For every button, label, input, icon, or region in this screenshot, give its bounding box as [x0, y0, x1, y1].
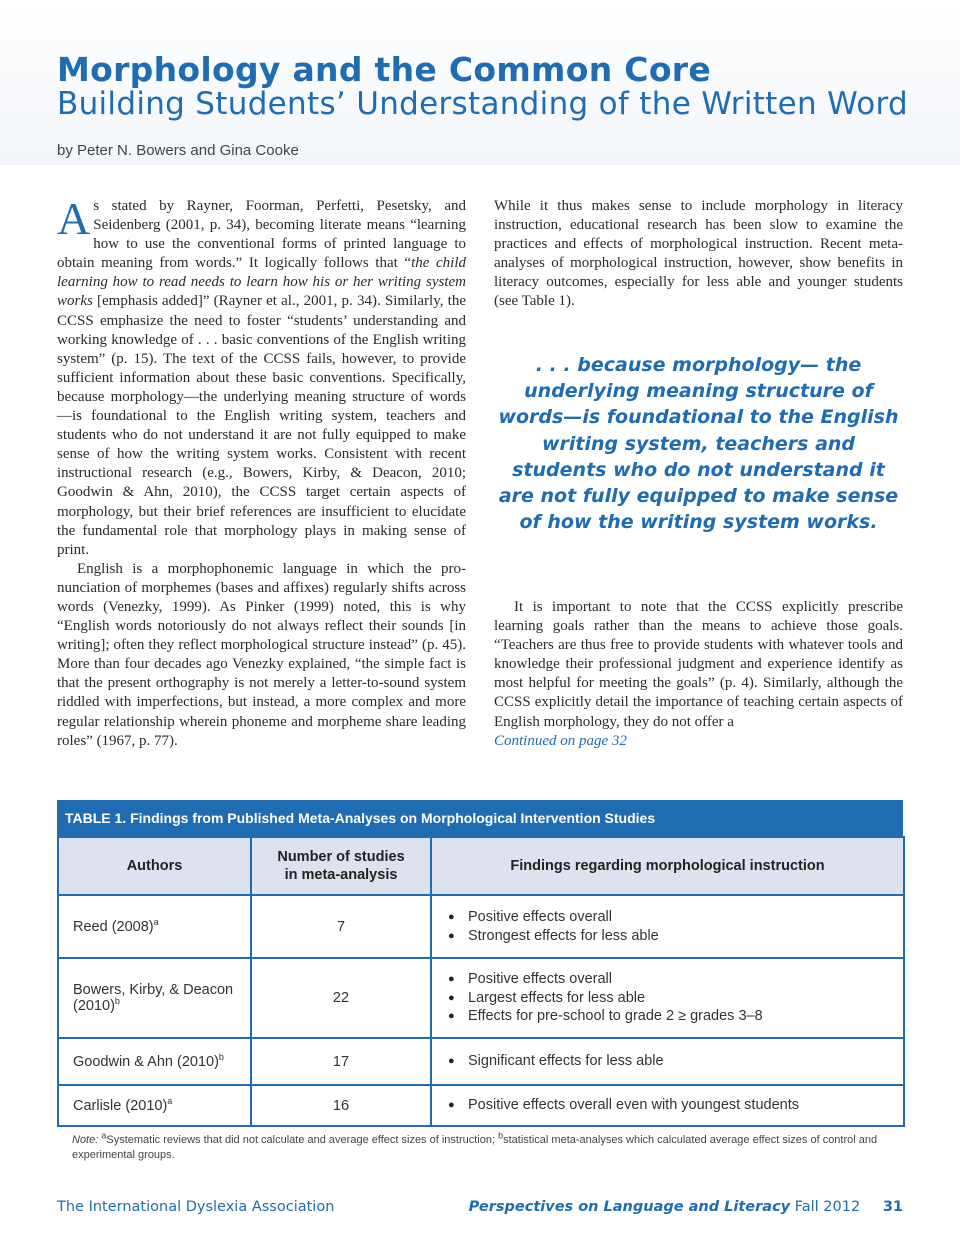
- continued-link[interactable]: Continued on page 32: [494, 732, 627, 749]
- table-row: [58, 1085, 904, 1126]
- findings-table: [57, 800, 903, 1127]
- right-column-lower: [494, 598, 903, 751]
- author-footnote: a: [153, 916, 159, 927]
- intro-emphasis: the child learning how to read needs to learn how his or her writing system works: [57, 255, 466, 310]
- note-b-text: statistical meta-analyses which calculated average effect sizes of control and experimental groups.: [72, 1134, 878, 1161]
- header-number-of-studies: [251, 837, 431, 895]
- paragraph-meta-analyses: While it thus makes sense to include morphology in literacy instruction, educational research has been slow to examine the practices and effects of morphological instruction. Recent meta-analyses of morphological instruction, however, show benefits in literacy outcomes, especially for less able and younger students (see Table 1).: [494, 198, 903, 310]
- cell-count: 22: [251, 958, 431, 1038]
- page-number: 31: [882, 1199, 903, 1215]
- header-num-line2: in meta-analysis: [284, 867, 398, 883]
- cell-findings: [431, 958, 904, 1038]
- header-findings: Findings regarding morphological instruction: [431, 837, 904, 895]
- right-column: [494, 197, 903, 312]
- finding-item: ● Effects for pre-school to grade 2 ≥ grades 3–8: [446, 1007, 889, 1026]
- cell-findings: [431, 895, 904, 958]
- author-name: Goodwin & Ahn (2010): [73, 1053, 219, 1070]
- finding-item: ● Largest effects for less able: [446, 989, 889, 1008]
- table-caption: TABLE 1. Findings from Published Meta-Analyses on Morphological Intervention Studies: [57, 800, 903, 836]
- note-label: Note:: [72, 1134, 99, 1146]
- author-footnote: a: [167, 1095, 173, 1106]
- finding-item: ● Significant effects for less able: [446, 1052, 889, 1071]
- byline: by Peter N. Bowers and Gina Cooke: [57, 142, 299, 159]
- cell-count: 16: [251, 1085, 431, 1126]
- left-column: [57, 193, 466, 751]
- cell-count: 17: [251, 1038, 431, 1085]
- drop-cap: A: [57, 193, 91, 244]
- cell-author: [58, 1038, 251, 1085]
- footer-issue: Fall 2012: [794, 1199, 861, 1215]
- article-subtitle: Building Students’ Understanding of the Written Word: [57, 86, 908, 122]
- table-row: [58, 1038, 904, 1085]
- header-authors: Authors: [58, 837, 251, 895]
- finding-item: ● Strongest effects for less able: [446, 927, 889, 946]
- cell-findings: [431, 1038, 904, 1085]
- note-mark-b: b: [498, 1130, 504, 1141]
- author-footnote: b: [114, 996, 120, 1007]
- article-title: Morphology and the Common Core: [57, 50, 712, 89]
- table-row: [58, 895, 904, 958]
- author-footnote: b: [218, 1051, 224, 1062]
- cell-count: 7: [251, 895, 431, 958]
- cell-author: [58, 895, 251, 958]
- table-header-row: [58, 837, 904, 895]
- cell-author: [58, 958, 251, 1038]
- pull-quote: . . . because morphology— the underlying meaning structure of words—is foundational to the English writing system, teachers and students who do not understand it are not fully equipped to make sense of how the writing system works.: [498, 354, 899, 534]
- intro-text-a: s stated by Rayner, Foorman, Perfetti, Pesetsky, and Seidenberg (2001, p. 34), becoming literate means “learning how to use the conventional forms of printed language to obtain meaning from words.” It logically follows that “: [57, 198, 466, 272]
- table-note: [72, 1130, 902, 1163]
- note-a-text: Systematic reviews that did not calculate and average effect sizes of instruction;: [106, 1134, 499, 1146]
- author-name: Bowers, Kirby, & Deacon (2010): [73, 982, 234, 1014]
- table-row: [58, 958, 904, 1038]
- finding-item: ● Positive effects overall even with youngest students: [446, 1096, 889, 1115]
- intro-text-b: [emphasis added]” (Rayner et al., 2001, p. 34). Similarly, the CCSS emphasize the need to foster “students’ understanding and working knowledge of . . . basic conventions of the English writing system” (p. 15). The text of the CCSS fails, however, to provide sufficient information about these basic conventions. Specifically, because morphology—the underlying meaning structure of words—is foundational to the English writing system, teachers and students who do not understand it are not fully equipped to make sense of how the writing system works. Consistent with recent instructional research (e.g., Bowers, Kirby, & Deacon, 2010; Goodwin & Ahn, 2010), the CCSS target certain aspects of morphology, but their brief references are insufficient to elucidate the fundamental role that morphology plays in making sense of print.: [57, 293, 466, 558]
- paragraph-morphophonemic: English is a morphophonemic language in which the pronunciation of morphemes (bases and affixes) regularly shifts across words (Venezky, 1999). As Pinker (1999) noted, this is why “English words notoriously do not always reflect their sounds [in writing]; often they reflect morphological structure instead” (p. 45). More than four decades ago Venezky explained, “the simple fact is that the present orthography is not merely a letter-to-sound system riddled with imperfections, but instead, a more complex and more regular relationship wherein phoneme and morpheme share leading roles” (1967, p. 77).: [57, 560, 466, 749]
- paragraph-ccss-goals: It is important to note that the CCSS explicitly prescribe learning goals rather than the means to achieve those goals. “Teachers are thus free to provide students with whatever tools and knowledge their professional judgment and experience identify as most helpful for meeting the goals” (p. 4). Similarly, although the CCSS explicitly detail the importance of teaching certain aspects of English morphology, they do not offer a: [494, 599, 903, 730]
- meta-analysis-table: [57, 836, 905, 1127]
- note-mark-a: a: [101, 1130, 107, 1141]
- paragraph-intro: [57, 193, 466, 560]
- cell-author: [58, 1085, 251, 1126]
- header-num-line1: Number of studies: [277, 849, 405, 865]
- cell-findings: [431, 1085, 904, 1126]
- author-name: Carlisle (2010): [73, 1097, 168, 1114]
- finding-item: ● Positive effects overall: [446, 970, 889, 989]
- footer-journal: Perspectives on Language and Literacy: [468, 1199, 791, 1215]
- footer-organization: The International Dyslexia Association: [57, 1199, 335, 1215]
- footer-publication: [469, 1199, 903, 1215]
- finding-item: ● Positive effects overall: [446, 908, 889, 927]
- author-name: Reed (2008): [73, 918, 154, 935]
